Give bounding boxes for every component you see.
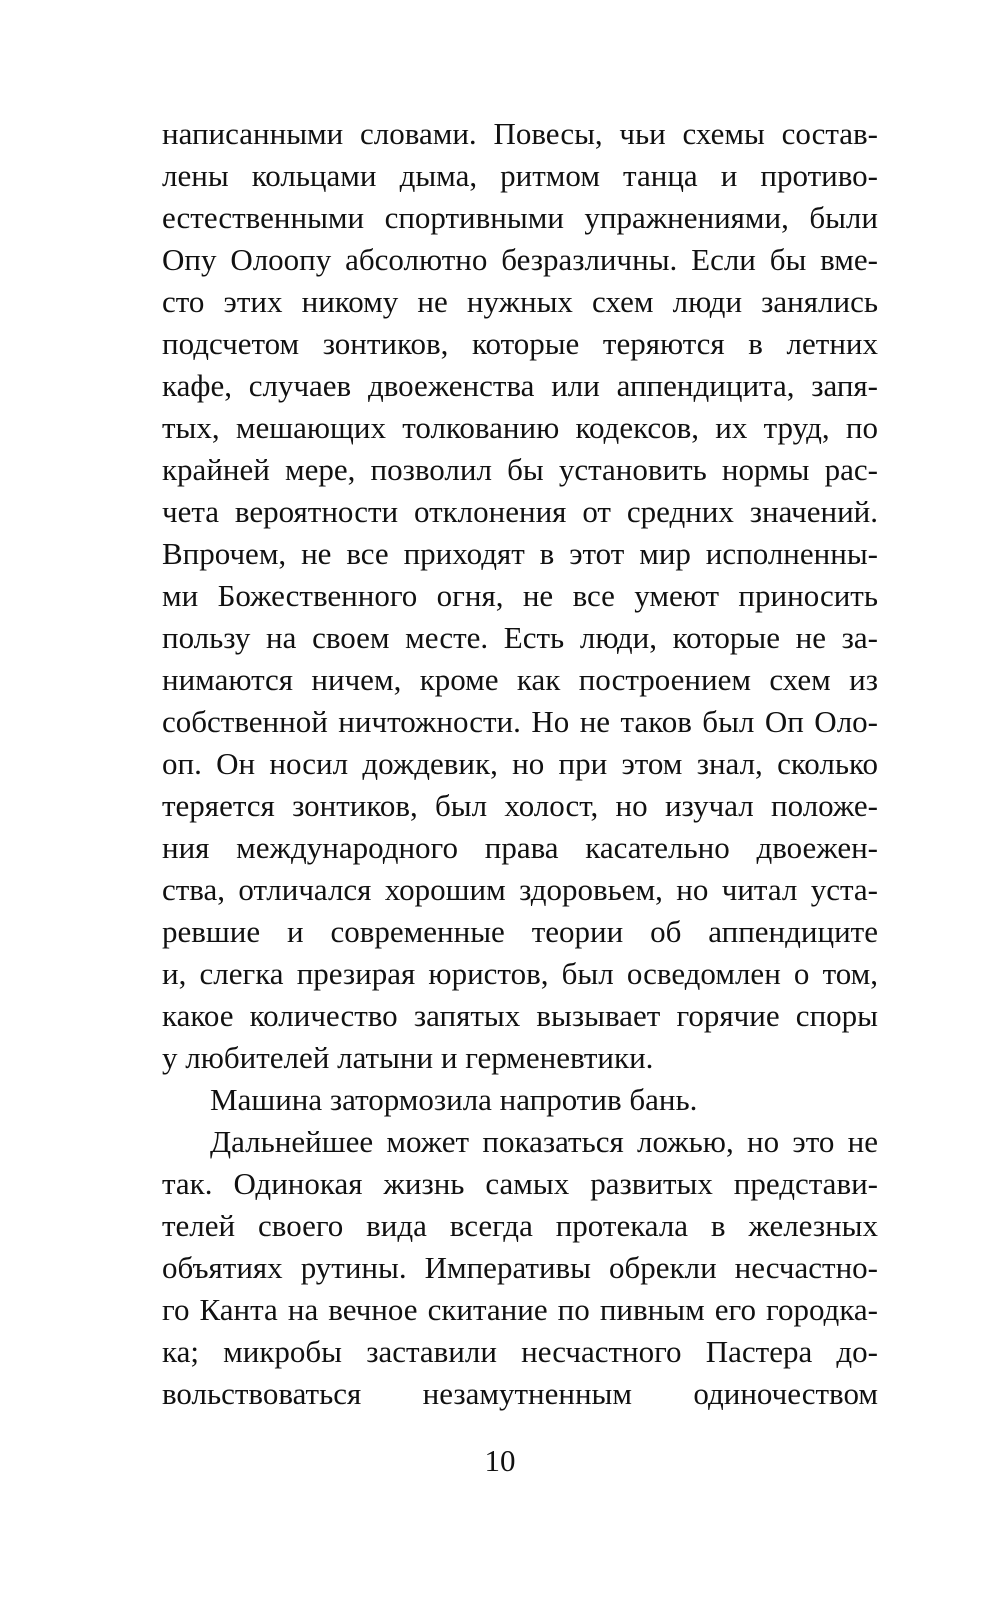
text-line: телей своего вида всегда протекала в железных <box>162 1208 878 1243</box>
text-line: оп. Он носил дождевик, но при этом знал, сколько <box>162 746 878 781</box>
text-line: подсчетом зонтиков, которые теряются в летних <box>162 326 878 361</box>
text-line: ка; микробы заставили несчастного Пастера до- <box>162 1334 878 1369</box>
text-line: так. Одинокая жизнь самых развитых представи- <box>162 1166 878 1201</box>
text-line: объятиях рутины. Императивы обрекли несчастно- <box>162 1250 878 1285</box>
text-line: лены кольцами дыма, ритмом танца и противо- <box>162 158 878 193</box>
text-line: какое количество запятых вызывает горячие споры <box>162 998 878 1033</box>
text-line: нимаются ничем, кроме как построением схем из <box>162 662 878 697</box>
text-line: пользу на своем месте. Есть люди, которые не за- <box>162 620 878 655</box>
text-line: Дальнейшее может показаться ложью, но это не <box>210 1124 878 1159</box>
text-line: собственной ничтожности. Но не таков был Оп Оло- <box>162 704 878 739</box>
text-line: Машина затормозила напротив бань. <box>210 1082 698 1117</box>
text-line: ревшие и современные теории об аппендиците <box>162 914 878 949</box>
text-line: вольствоваться незамутненным одиночеством <box>162 1376 878 1411</box>
body-text <box>162 113 878 1415</box>
text-line: Впрочем, не все приходят в этот мир исполненны- <box>162 536 878 571</box>
text-line: чета вероятности отклонения от средних значений. <box>162 494 878 529</box>
text-line: кафе, случаев двоеженства или аппендицита, запя- <box>162 368 878 403</box>
text-line: теряется зонтиков, был холост, но изучал положе- <box>162 788 878 823</box>
page-number: 10 <box>484 1443 516 1478</box>
text-line: у любителей латыни и герменевтики. <box>162 1040 654 1075</box>
text-line: тых, мешающих толкованию кодексов, их труд, по <box>162 410 878 445</box>
text-line: крайней мере, позволил бы установить нормы рас- <box>162 452 878 487</box>
text-line: и, слегка презирая юристов, был осведомлен о том, <box>162 956 878 991</box>
text-line: естественными спортивными упражнениями, были <box>162 200 878 235</box>
text-line: сто этих никому не нужных схем люди занялись <box>162 284 878 319</box>
text-line: ния международного права касательно двоежен- <box>162 830 878 865</box>
text-line: Опу Олоопу абсолютно безразличны. Если бы вме- <box>162 242 878 277</box>
text-line: написанными словами. Повесы, чьи схемы состав- <box>162 116 878 151</box>
text-line: го Канта на вечное скитание по пивным его городка- <box>162 1292 878 1327</box>
text-line: ства, отличался хорошим здоровьем, но читал уста- <box>162 872 878 907</box>
text-line: ми Божественного огня, не все умеют приносить <box>162 578 878 613</box>
